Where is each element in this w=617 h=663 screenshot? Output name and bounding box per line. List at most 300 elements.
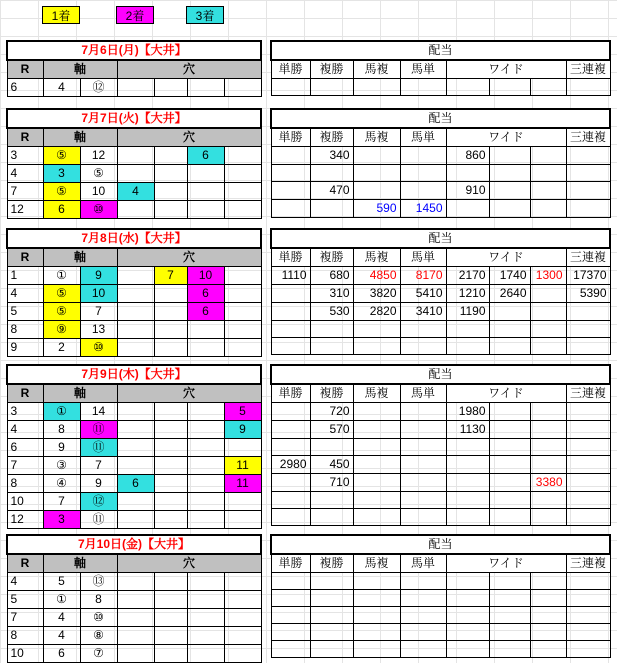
race-number-cell[interactable]: 8: [7, 627, 43, 645]
payout-cell[interactable]: [353, 590, 400, 607]
jiku-cell-2[interactable]: 10: [80, 183, 117, 201]
payout-cell[interactable]: [489, 474, 530, 492]
payout-cell[interactable]: [310, 624, 353, 641]
jiku-cell-1[interactable]: 4: [43, 79, 80, 97]
payout-cell[interactable]: [271, 492, 310, 509]
payout-cell[interactable]: [400, 421, 446, 439]
payout-cell[interactable]: [400, 590, 446, 607]
payout-cell[interactable]: [566, 624, 610, 641]
payout-cell[interactable]: [446, 573, 489, 590]
payout-cell[interactable]: [271, 474, 310, 492]
ana-cell-2[interactable]: [154, 457, 187, 475]
payout-cell[interactable]: 5390: [566, 285, 610, 303]
payout-cell[interactable]: [530, 338, 566, 355]
payout-cell[interactable]: [310, 165, 353, 182]
payout-cell[interactable]: [530, 607, 566, 624]
race-number-cell[interactable]: 6: [7, 79, 43, 97]
payout-cell[interactable]: [271, 200, 310, 218]
ana-cell-1[interactable]: [117, 627, 154, 645]
payout-cell[interactable]: 3380: [530, 474, 566, 492]
ana-cell-1[interactable]: [117, 511, 154, 529]
payout-cell[interactable]: [530, 624, 566, 641]
race-number-cell[interactable]: 7: [7, 609, 43, 627]
jiku-cell-2[interactable]: 9: [80, 475, 117, 493]
payout-cell[interactable]: 860: [446, 147, 489, 165]
jiku-cell-2[interactable]: 10: [80, 285, 117, 303]
payout-cell[interactable]: [489, 182, 530, 200]
jiku-cell-2[interactable]: 14: [80, 403, 117, 421]
payout-cell[interactable]: [530, 165, 566, 182]
payout-cell[interactable]: [566, 573, 610, 590]
race-number-cell[interactable]: 3: [7, 147, 43, 165]
ana-cell-2[interactable]: [154, 511, 187, 529]
ana-cell-3[interactable]: [187, 609, 224, 627]
payout-cell[interactable]: [530, 573, 566, 590]
payout-cell[interactable]: [489, 338, 530, 355]
race-number-cell[interactable]: 1: [7, 267, 43, 285]
payout-cell[interactable]: [400, 607, 446, 624]
payout-cell[interactable]: [353, 573, 400, 590]
jiku-cell-2[interactable]: ⑪: [80, 421, 117, 439]
ana-cell-1[interactable]: [117, 285, 154, 303]
payout-cell[interactable]: [530, 303, 566, 321]
payout-cell[interactable]: 680: [310, 267, 353, 285]
race-number-cell[interactable]: 3: [7, 403, 43, 421]
payout-cell[interactable]: [566, 421, 610, 439]
payout-cell[interactable]: [489, 321, 530, 338]
payout-cell[interactable]: [566, 165, 610, 182]
ana-cell-4[interactable]: [224, 147, 261, 165]
jiku-cell-2[interactable]: ⑫: [80, 79, 117, 97]
payout-cell[interactable]: [310, 641, 353, 658]
payout-cell[interactable]: [530, 79, 566, 96]
payout-cell[interactable]: 1980: [446, 403, 489, 421]
ana-cell-3[interactable]: [187, 457, 224, 475]
payout-cell[interactable]: [400, 182, 446, 200]
payout-cell[interactable]: [489, 573, 530, 590]
payout-cell[interactable]: [530, 285, 566, 303]
payout-cell[interactable]: [271, 641, 310, 658]
ana-cell-3[interactable]: 6: [187, 285, 224, 303]
ana-cell-2[interactable]: [154, 321, 187, 339]
ana-cell-2[interactable]: [154, 645, 187, 663]
ana-cell-4[interactable]: [224, 609, 261, 627]
ana-cell-2[interactable]: [154, 285, 187, 303]
ana-cell-3[interactable]: [187, 183, 224, 201]
payout-cell[interactable]: [271, 285, 310, 303]
race-number-cell[interactable]: 6: [7, 439, 43, 457]
ana-cell-1[interactable]: [117, 421, 154, 439]
payout-cell[interactable]: [566, 338, 610, 355]
jiku-cell-2[interactable]: 8: [80, 591, 117, 609]
jiku-cell-2[interactable]: 12: [80, 147, 117, 165]
jiku-cell-1[interactable]: 3: [43, 511, 80, 529]
payout-cell[interactable]: [566, 474, 610, 492]
payout-cell[interactable]: [566, 79, 610, 96]
ana-cell-1[interactable]: [117, 79, 154, 97]
payout-cell[interactable]: [400, 641, 446, 658]
ana-cell-3[interactable]: [187, 79, 224, 97]
payout-cell[interactable]: [446, 641, 489, 658]
ana-cell-4[interactable]: [224, 645, 261, 663]
payout-cell[interactable]: [489, 456, 530, 474]
payout-cell[interactable]: [566, 321, 610, 338]
ana-cell-4[interactable]: [224, 183, 261, 201]
payout-cell[interactable]: [310, 200, 353, 218]
payout-cell[interactable]: [400, 439, 446, 456]
ana-cell-1[interactable]: 4: [117, 183, 154, 201]
ana-cell-3[interactable]: [187, 573, 224, 591]
jiku-cell-2[interactable]: ⑧: [80, 627, 117, 645]
payout-cell[interactable]: [530, 456, 566, 474]
payout-cell[interactable]: [271, 590, 310, 607]
payout-cell[interactable]: 710: [310, 474, 353, 492]
ana-cell-2[interactable]: [154, 147, 187, 165]
payout-cell[interactable]: 590: [353, 200, 400, 218]
payout-cell[interactable]: [530, 492, 566, 509]
ana-cell-4[interactable]: [224, 339, 261, 357]
payout-cell[interactable]: [530, 182, 566, 200]
payout-cell[interactable]: [489, 403, 530, 421]
jiku-cell-2[interactable]: ⑪: [80, 439, 117, 457]
payout-cell[interactable]: [489, 641, 530, 658]
payout-cell[interactable]: [446, 590, 489, 607]
payout-cell[interactable]: [353, 182, 400, 200]
payout-cell[interactable]: [310, 338, 353, 355]
payout-cell[interactable]: [353, 492, 400, 509]
race-number-cell[interactable]: 7: [7, 183, 43, 201]
ana-cell-2[interactable]: [154, 439, 187, 457]
race-number-cell[interactable]: 7: [7, 457, 43, 475]
jiku-cell-1[interactable]: 4: [43, 609, 80, 627]
payout-cell[interactable]: [400, 573, 446, 590]
payout-cell[interactable]: 1210: [446, 285, 489, 303]
payout-cell[interactable]: 450: [310, 456, 353, 474]
payout-cell[interactable]: [530, 509, 566, 526]
payout-cell[interactable]: [353, 509, 400, 526]
ana-cell-4[interactable]: 11: [224, 475, 261, 493]
ana-cell-1[interactable]: [117, 201, 154, 219]
payout-cell[interactable]: [271, 509, 310, 526]
payout-cell[interactable]: [566, 456, 610, 474]
payout-cell[interactable]: [310, 79, 353, 96]
payout-cell[interactable]: 5410: [400, 285, 446, 303]
ana-cell-4[interactable]: [224, 79, 261, 97]
payout-cell[interactable]: [446, 456, 489, 474]
ana-cell-2[interactable]: [154, 79, 187, 97]
payout-cell[interactable]: [400, 321, 446, 338]
payout-cell[interactable]: [271, 303, 310, 321]
race-number-cell[interactable]: 8: [7, 321, 43, 339]
payout-cell[interactable]: [446, 321, 489, 338]
payout-cell[interactable]: [400, 456, 446, 474]
payout-cell[interactable]: [489, 439, 530, 456]
ana-cell-3[interactable]: [187, 321, 224, 339]
ana-cell-3[interactable]: 6: [187, 147, 224, 165]
payout-cell[interactable]: [489, 303, 530, 321]
payout-cell[interactable]: [489, 147, 530, 165]
payout-cell[interactable]: [566, 182, 610, 200]
payout-cell[interactable]: [271, 421, 310, 439]
payout-cell[interactable]: [353, 165, 400, 182]
ana-cell-3[interactable]: [187, 493, 224, 511]
payout-cell[interactable]: [353, 474, 400, 492]
payout-cell[interactable]: [271, 147, 310, 165]
payout-cell[interactable]: [353, 403, 400, 421]
ana-cell-4[interactable]: [224, 493, 261, 511]
payout-cell[interactable]: [530, 147, 566, 165]
ana-cell-4[interactable]: [224, 627, 261, 645]
ana-cell-1[interactable]: [117, 403, 154, 421]
ana-cell-1[interactable]: [117, 339, 154, 357]
ana-cell-2[interactable]: [154, 609, 187, 627]
payout-cell[interactable]: 8170: [400, 267, 446, 285]
ana-cell-2[interactable]: [154, 339, 187, 357]
payout-cell[interactable]: [446, 624, 489, 641]
payout-cell[interactable]: [530, 403, 566, 421]
payout-cell[interactable]: 2640: [489, 285, 530, 303]
ana-cell-3[interactable]: [187, 591, 224, 609]
ana-cell-4[interactable]: 11: [224, 457, 261, 475]
ana-cell-3[interactable]: [187, 627, 224, 645]
payout-cell[interactable]: 310: [310, 285, 353, 303]
jiku-cell-1[interactable]: ⑤: [43, 147, 80, 165]
ana-cell-3[interactable]: [187, 201, 224, 219]
payout-cell[interactable]: [489, 607, 530, 624]
ana-cell-1[interactable]: [117, 321, 154, 339]
payout-cell[interactable]: [489, 200, 530, 218]
ana-cell-4[interactable]: [224, 573, 261, 591]
jiku-cell-2[interactable]: 13: [80, 321, 117, 339]
ana-cell-1[interactable]: [117, 147, 154, 165]
ana-cell-1[interactable]: [117, 645, 154, 663]
ana-cell-4[interactable]: [224, 267, 261, 285]
jiku-cell-1[interactable]: ④: [43, 475, 80, 493]
payout-cell[interactable]: [446, 474, 489, 492]
payout-cell[interactable]: [400, 338, 446, 355]
payout-cell[interactable]: 2170: [446, 267, 489, 285]
payout-cell[interactable]: [271, 165, 310, 182]
ana-cell-2[interactable]: [154, 421, 187, 439]
ana-cell-3[interactable]: [187, 421, 224, 439]
payout-cell[interactable]: [353, 79, 400, 96]
race-number-cell[interactable]: 10: [7, 645, 43, 663]
jiku-cell-1[interactable]: 3: [43, 165, 80, 183]
payout-cell[interactable]: [530, 641, 566, 658]
jiku-cell-2[interactable]: ⑫: [80, 493, 117, 511]
race-number-cell[interactable]: 8: [7, 475, 43, 493]
jiku-cell-1[interactable]: ⑤: [43, 285, 80, 303]
ana-cell-3[interactable]: 10: [187, 267, 224, 285]
payout-cell[interactable]: [271, 182, 310, 200]
payout-cell[interactable]: [566, 607, 610, 624]
ana-cell-2[interactable]: [154, 303, 187, 321]
payout-cell[interactable]: [310, 492, 353, 509]
payout-cell[interactable]: [489, 509, 530, 526]
ana-cell-1[interactable]: [117, 165, 154, 183]
payout-cell[interactable]: [353, 321, 400, 338]
payout-cell[interactable]: [530, 439, 566, 456]
payout-cell[interactable]: [400, 492, 446, 509]
payout-cell[interactable]: [271, 573, 310, 590]
payout-cell[interactable]: 570: [310, 421, 353, 439]
jiku-cell-1[interactable]: 9: [43, 439, 80, 457]
payout-cell[interactable]: 530: [310, 303, 353, 321]
ana-cell-2[interactable]: [154, 403, 187, 421]
race-number-cell[interactable]: 4: [7, 573, 43, 591]
jiku-cell-1[interactable]: ①: [43, 403, 80, 421]
ana-cell-4[interactable]: [224, 321, 261, 339]
jiku-cell-2[interactable]: ⑦: [80, 645, 117, 663]
ana-cell-4[interactable]: [224, 285, 261, 303]
payout-cell[interactable]: [489, 165, 530, 182]
ana-cell-1[interactable]: [117, 439, 154, 457]
ana-cell-3[interactable]: [187, 339, 224, 357]
payout-cell[interactable]: [530, 421, 566, 439]
ana-cell-3[interactable]: [187, 511, 224, 529]
payout-cell[interactable]: 470: [310, 182, 353, 200]
race-number-cell[interactable]: 4: [7, 421, 43, 439]
payout-cell[interactable]: [310, 509, 353, 526]
jiku-cell-1[interactable]: 6: [43, 645, 80, 663]
payout-cell[interactable]: [566, 492, 610, 509]
payout-cell[interactable]: 1740: [489, 267, 530, 285]
jiku-cell-2[interactable]: ⑤: [80, 165, 117, 183]
payout-cell[interactable]: 1190: [446, 303, 489, 321]
payout-cell[interactable]: [271, 79, 310, 96]
ana-cell-3[interactable]: [187, 165, 224, 183]
payout-cell[interactable]: [400, 79, 446, 96]
race-number-cell[interactable]: 12: [7, 511, 43, 529]
ana-cell-2[interactable]: [154, 183, 187, 201]
ana-cell-4[interactable]: [224, 591, 261, 609]
ana-cell-1[interactable]: [117, 457, 154, 475]
jiku-cell-1[interactable]: 6: [43, 201, 80, 219]
payout-cell[interactable]: 340: [310, 147, 353, 165]
payout-cell[interactable]: [446, 439, 489, 456]
ana-cell-2[interactable]: [154, 201, 187, 219]
payout-cell[interactable]: [566, 147, 610, 165]
jiku-cell-2[interactable]: 9: [80, 267, 117, 285]
payout-cell[interactable]: 1300: [530, 267, 566, 285]
payout-cell[interactable]: [400, 165, 446, 182]
ana-cell-4[interactable]: [224, 201, 261, 219]
payout-cell[interactable]: [489, 492, 530, 509]
race-number-cell[interactable]: 10: [7, 493, 43, 511]
jiku-cell-2[interactable]: ⑩: [80, 201, 117, 219]
payout-cell[interactable]: 17370: [566, 267, 610, 285]
payout-cell[interactable]: [400, 474, 446, 492]
payout-cell[interactable]: 3410: [400, 303, 446, 321]
payout-cell[interactable]: [310, 321, 353, 338]
payout-cell[interactable]: [489, 624, 530, 641]
payout-cell[interactable]: [310, 573, 353, 590]
payout-cell[interactable]: [353, 439, 400, 456]
jiku-cell-1[interactable]: 4: [43, 627, 80, 645]
payout-cell[interactable]: 3820: [353, 285, 400, 303]
race-number-cell[interactable]: 4: [7, 285, 43, 303]
payout-cell[interactable]: 4850: [353, 267, 400, 285]
payout-cell[interactable]: [446, 607, 489, 624]
ana-cell-4[interactable]: [224, 511, 261, 529]
payout-cell[interactable]: [271, 439, 310, 456]
jiku-cell-2[interactable]: ⑩: [80, 339, 117, 357]
jiku-cell-1[interactable]: ⑨: [43, 321, 80, 339]
ana-cell-3[interactable]: 6: [187, 303, 224, 321]
payout-cell[interactable]: [353, 456, 400, 474]
jiku-cell-2[interactable]: 7: [80, 303, 117, 321]
payout-cell[interactable]: [310, 607, 353, 624]
payout-cell[interactable]: [446, 79, 489, 96]
payout-cell[interactable]: [446, 492, 489, 509]
payout-cell[interactable]: [566, 200, 610, 218]
payout-cell[interactable]: [310, 590, 353, 607]
race-number-cell[interactable]: 12: [7, 201, 43, 219]
ana-cell-1[interactable]: [117, 573, 154, 591]
jiku-cell-1[interactable]: ⑤: [43, 183, 80, 201]
payout-cell[interactable]: 1110: [271, 267, 310, 285]
payout-cell[interactable]: [353, 641, 400, 658]
ana-cell-2[interactable]: [154, 627, 187, 645]
payout-cell[interactable]: [530, 200, 566, 218]
ana-cell-1[interactable]: [117, 591, 154, 609]
jiku-cell-1[interactable]: ⑤: [43, 303, 80, 321]
jiku-cell-1[interactable]: 7: [43, 493, 80, 511]
ana-cell-2[interactable]: [154, 573, 187, 591]
payout-cell[interactable]: [446, 509, 489, 526]
payout-cell[interactable]: 1130: [446, 421, 489, 439]
ana-cell-2[interactable]: [154, 493, 187, 511]
ana-cell-1[interactable]: [117, 609, 154, 627]
ana-cell-4[interactable]: 9: [224, 421, 261, 439]
payout-cell[interactable]: [400, 624, 446, 641]
payout-cell[interactable]: [489, 421, 530, 439]
payout-cell[interactable]: [353, 147, 400, 165]
payout-cell[interactable]: 2820: [353, 303, 400, 321]
jiku-cell-2[interactable]: ⑪: [80, 511, 117, 529]
ana-cell-3[interactable]: [187, 403, 224, 421]
jiku-cell-1[interactable]: 5: [43, 573, 80, 591]
payout-cell[interactable]: [566, 439, 610, 456]
jiku-cell-1[interactable]: ①: [43, 267, 80, 285]
payout-cell[interactable]: [310, 439, 353, 456]
payout-cell[interactable]: 720: [310, 403, 353, 421]
race-number-cell[interactable]: 5: [7, 303, 43, 321]
payout-cell[interactable]: [400, 147, 446, 165]
ana-cell-2[interactable]: 7: [154, 267, 187, 285]
payout-cell[interactable]: [271, 624, 310, 641]
jiku-cell-1[interactable]: 2: [43, 339, 80, 357]
payout-cell[interactable]: [446, 200, 489, 218]
payout-cell[interactable]: [566, 403, 610, 421]
ana-cell-2[interactable]: [154, 591, 187, 609]
race-number-cell[interactable]: 5: [7, 591, 43, 609]
payout-cell[interactable]: [353, 624, 400, 641]
payout-cell[interactable]: [271, 607, 310, 624]
ana-cell-2[interactable]: [154, 475, 187, 493]
ana-cell-1[interactable]: [117, 267, 154, 285]
payout-cell[interactable]: 1450: [400, 200, 446, 218]
payout-cell[interactable]: [530, 590, 566, 607]
payout-cell[interactable]: [446, 338, 489, 355]
ana-cell-4[interactable]: [224, 165, 261, 183]
ana-cell-3[interactable]: [187, 645, 224, 663]
jiku-cell-2[interactable]: ⑬: [80, 573, 117, 591]
payout-cell[interactable]: [566, 509, 610, 526]
payout-cell[interactable]: [353, 338, 400, 355]
ana-cell-1[interactable]: [117, 493, 154, 511]
payout-cell[interactable]: [271, 338, 310, 355]
